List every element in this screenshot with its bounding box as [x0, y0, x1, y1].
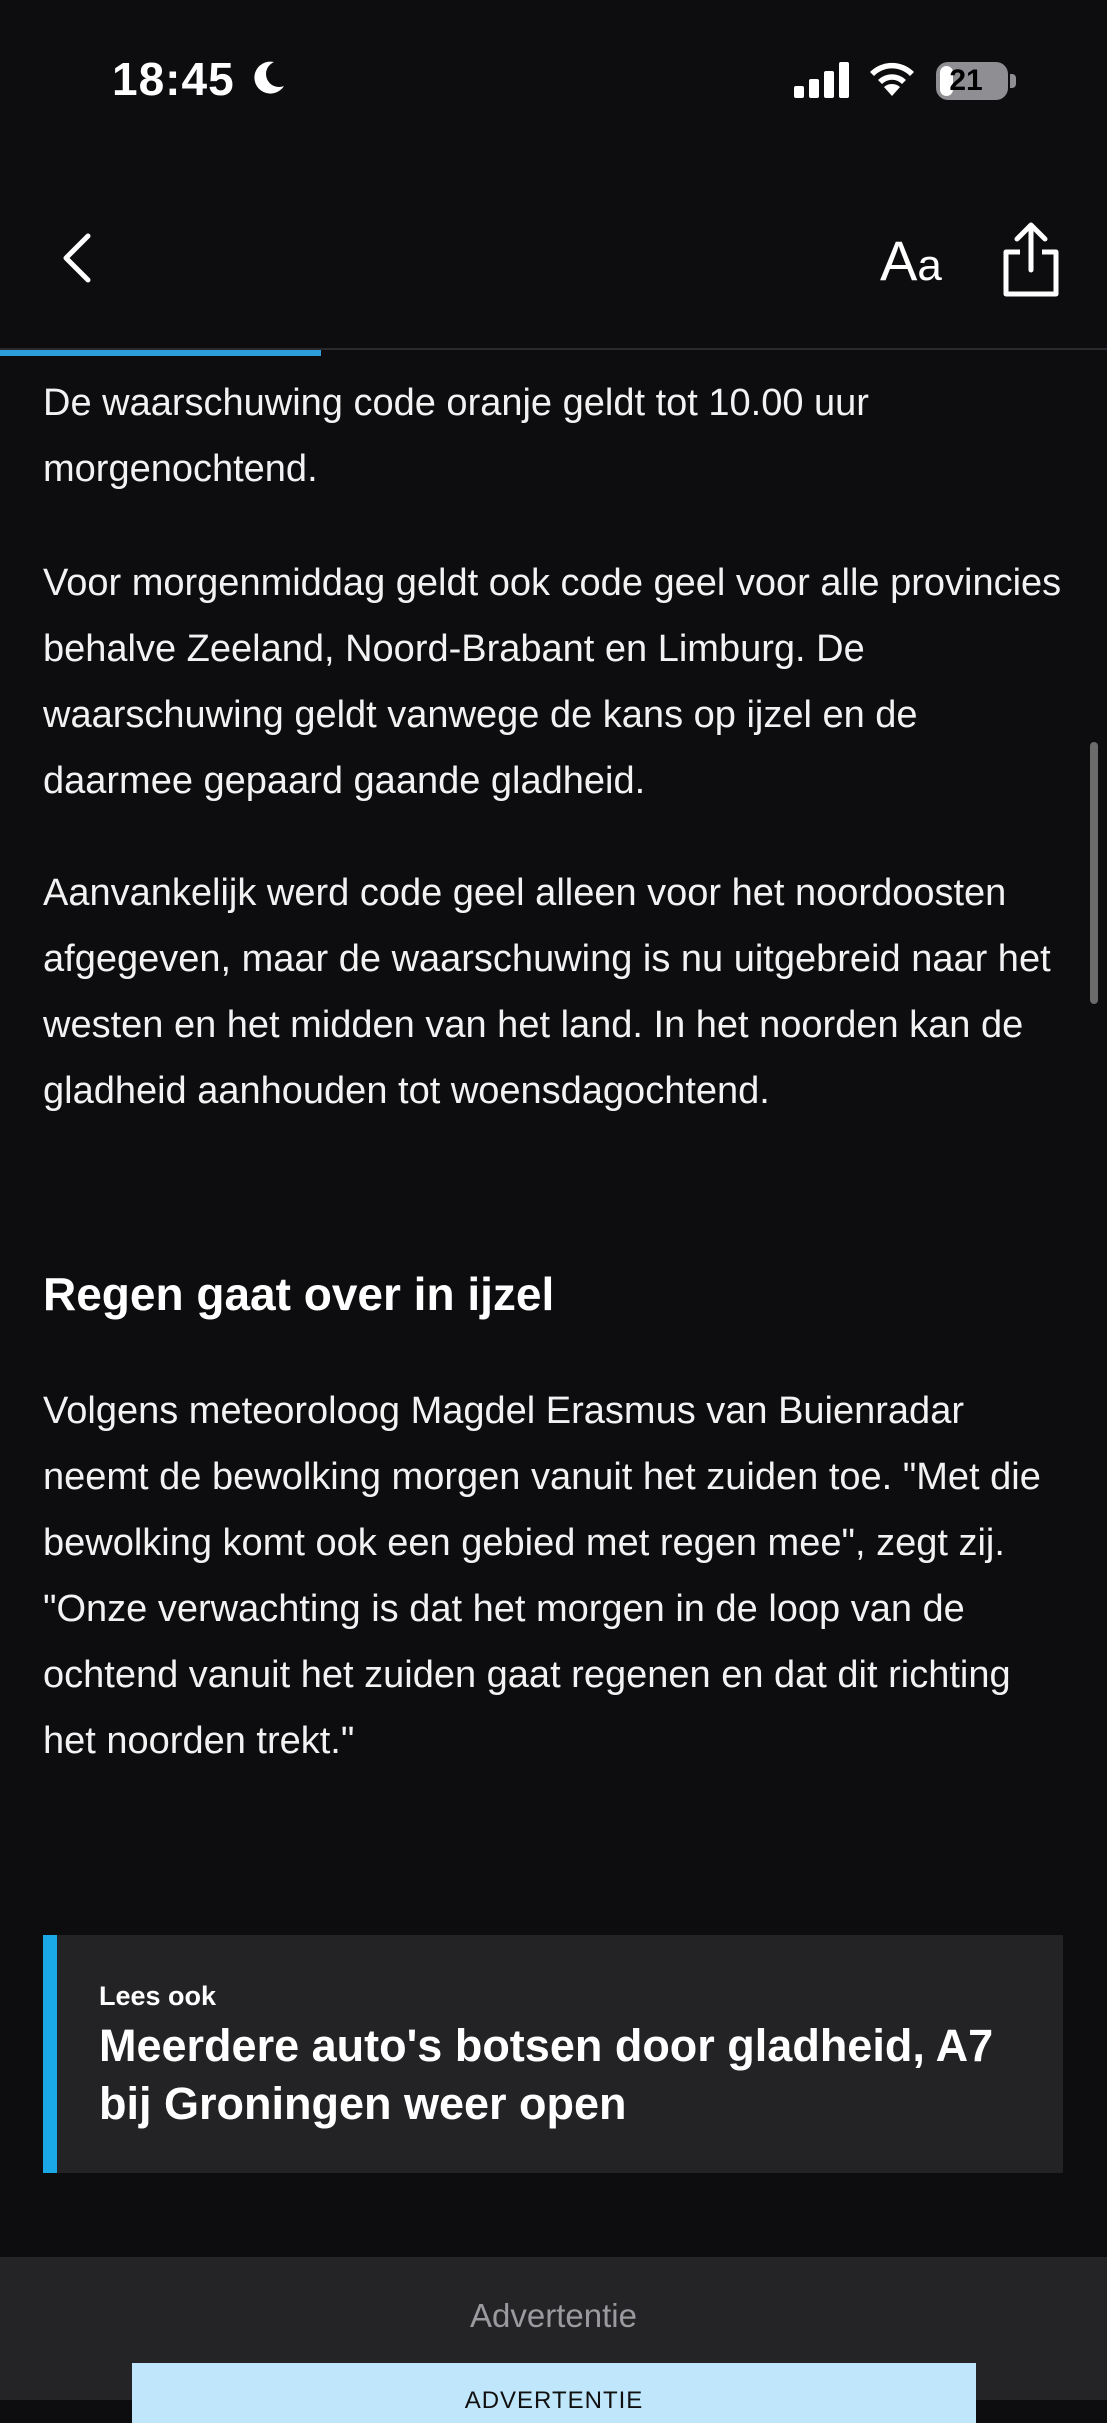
signal-icon [794, 62, 852, 98]
article-subheading: Regen gaat over in ijzel [43, 1268, 555, 1320]
ad-banner[interactable] [132, 2363, 976, 2423]
article-paragraph: Volgens meteoroloog Magdel Erasmus van Buienradar neemt de bewolking morgen vanuit het zuiden toe. "Met die bewolking komt ook een gebied met regen mee", zegt zij. "Onze verwachting is dat het morgen in de loop van de ochtend vanuit het zuiden gaat regenen en dat dit richting het noorden trekt." [43, 1390, 1041, 1762]
read-also-accent-bar [43, 1935, 57, 2173]
battery-icon [936, 62, 1008, 100]
back-chevron-icon[interactable] [50, 228, 110, 288]
ad-banner-text: ADVERTENTIE [464, 2387, 644, 2414]
text-size-small-letter: a [917, 241, 942, 290]
moon-icon [248, 58, 288, 98]
text-size-big-letter: A [880, 229, 918, 292]
article-paragraph: Voor morgenmiddag geldt ook code geel voor alle provincies behalve Zeeland, Noord-Brabant en Limburg. De waarschuwing geldt vanwege de kans op ijzel en de daarmee gepaard gaande gladheid. [43, 562, 1062, 802]
wifi-icon [866, 58, 918, 98]
scroll-indicator[interactable] [1090, 742, 1098, 1004]
share-icon[interactable] [996, 220, 1066, 300]
text-size-button[interactable] [880, 228, 942, 293]
status-bar [0, 0, 1107, 160]
reading-progress-bar [0, 350, 321, 356]
read-also-label: Lees ook [99, 1981, 217, 2011]
article-paragraph: De waarschuwing code oranje geldt tot 10.00 uur morgenochtend. [43, 382, 869, 490]
article-paragraph: Aanvankelijk werd code geel alleen voor het noordoosten afgegeven, maar de waarschuwing is nu uitgebreid naar het westen en het midden van het land. In het noorden kan de gladheid aanhouden tot woensdagochtend. [43, 872, 1051, 1112]
read-also-title[interactable]: Meerdere auto's botsen door gladheid, A7 bij Groningen weer open [99, 2020, 994, 2129]
status-time: 18:45 [112, 53, 235, 105]
ad-section [0, 2257, 1107, 2414]
battery-level: 21 [949, 64, 983, 97]
battery-nub [1010, 74, 1016, 88]
read-also-card[interactable] [43, 1935, 1063, 2173]
ad-label: Advertentie [470, 2297, 637, 2334]
nav-bar [0, 200, 1107, 350]
